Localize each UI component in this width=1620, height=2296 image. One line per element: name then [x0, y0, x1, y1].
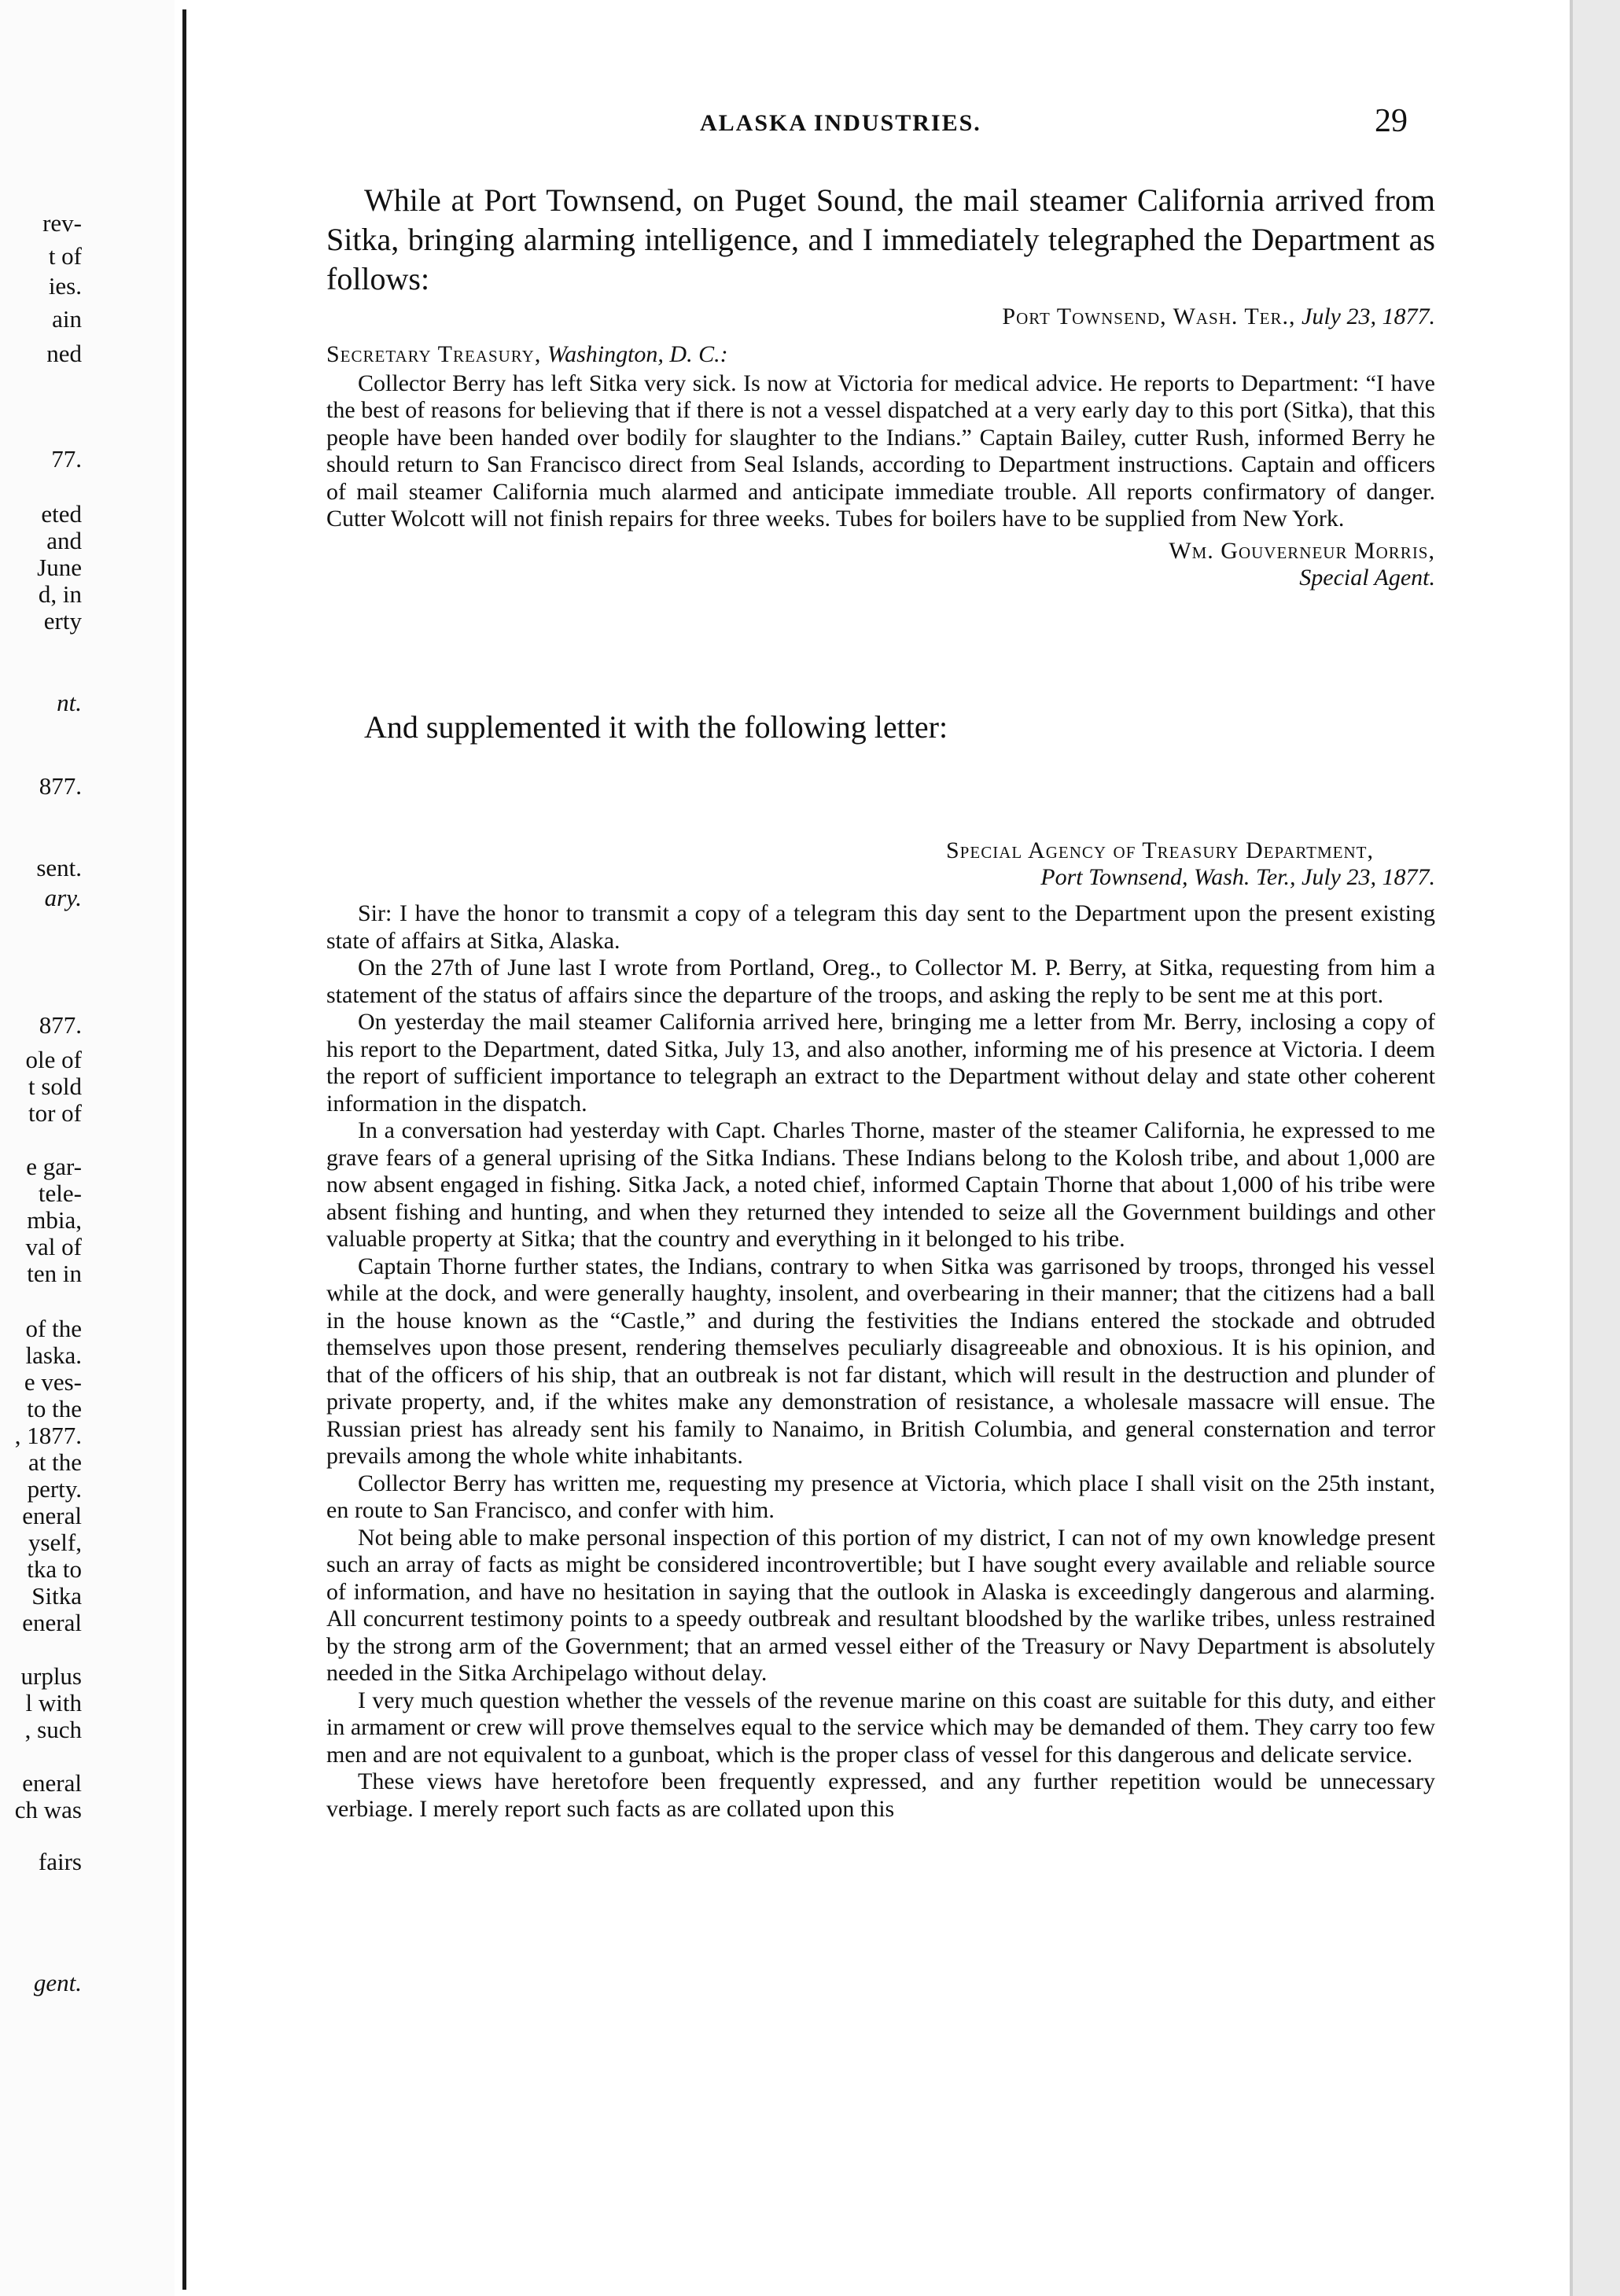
previous-page-fragment: yself, — [28, 1529, 82, 1556]
previous-page-fragment: tele- — [38, 1179, 82, 1207]
letter-paragraph: Collector Berry has written me, requesting my presence at Victoria, which place I shall visit on the 25th instant, en route to San Francisco, and confer with him. — [326, 1470, 1435, 1523]
previous-page-fragment: June — [37, 554, 82, 581]
previous-page-fragment: , 1877. — [14, 1422, 82, 1449]
telegram-date: July 23, 1877. — [1302, 304, 1435, 329]
addressee-title: Secretary Treasury, — [326, 341, 542, 367]
letter-paragraph: On yesterday the mail steamer California arrived here, bringing me a letter from Mr. Berry, inclosing a copy of his report to the Department, dated Sitka, July 13, and also another, informing me of his presence at Victoria. I deem the report of sufficient importance to telegraph an extract to the Department without delay and state other coherent information in the dispatch. — [326, 1009, 1435, 1117]
previous-page-fragment: ain — [52, 305, 82, 333]
signature-title: Special Agent. — [1299, 564, 1435, 591]
letter-paragraph: Not being able to make personal inspection of this portion of my district, I can not of my own knowledge present such an array of facts as might be considered incontrovertible; but I have sought every available and reliable source of information, and have no hesitation in saying that the outlook in Alaska is exceedingly dangerous and alarming. All concurrent testimony points to a speedy outbreak and resultant bloodshed by the warlike tribes, unless restrained by the strong arm of the Government; that an armed vessel either of the Treasury or Navy Department is absolutely needed in the Sitka Archipelago without delay. — [326, 1524, 1435, 1686]
previous-page-fragment: d, in — [38, 580, 82, 608]
letter-paragraph: In a conversation had yesterday with Capt. Charles Thorne, master of the steamer California, he expressed to me grave fears of a general uprising of the Sitka Indians. These Indians belong to the Kolosh tribe, and about 1,000 are now absent engaged in fishing. Sitka Jack, a noted chief, informed Captain Thorne that about 1,000 of his tribe were absent fishing and hunting, and when they returned they intended to seize all the Government buildings and other valuable property at Sitka; that the country and everything in it belonged to his tribe. — [326, 1117, 1435, 1252]
scan-border — [1573, 0, 1620, 2296]
letter-paragraph: I very much question whether the vessels of the revenue marine on this coast are suitable for this duty, and either in armament or crew will prove themselves equal to the service which may be demanded of them. They carry too few men and are not equivalent to a gunboat, which is the proper class of vessel for this dangerous and delicate service. — [326, 1687, 1435, 1768]
previous-page-fragment: 877. — [39, 772, 82, 800]
previous-page-fragment: rev- — [42, 209, 82, 237]
letter-heading — [326, 837, 1435, 891]
previous-page-fragment: eted — [41, 500, 82, 528]
letter — [326, 837, 1435, 1823]
telegram-dateline — [326, 304, 1435, 330]
previous-page-fragment: e ves- — [24, 1368, 82, 1396]
page-number: 29 — [1375, 103, 1408, 139]
previous-page-fragment: sent. — [36, 854, 82, 881]
previous-page-fragment: ned — [46, 340, 82, 367]
previous-page-fragment: e gar- — [26, 1153, 82, 1180]
letter-body — [326, 900, 1435, 1823]
binding-gutter — [182, 9, 186, 2290]
previous-page-fragment: eneral — [22, 1609, 82, 1636]
previous-page-fragments — [0, 0, 175, 2296]
previous-page-fragment: eneral — [22, 1502, 82, 1529]
previous-page-fragment: and — [46, 527, 82, 554]
previous-page-fragment: gent. — [33, 1969, 82, 1996]
telegram-signature — [326, 538, 1435, 591]
page-header — [0, 103, 1620, 149]
previous-page-fragment: nt. — [57, 689, 82, 716]
telegram-body: Collector Berry has left Sitka very sick. Is now at Victoria for medical advice. He reports to Department: “I have the best of reasons for believing that if there is not a vessel dispatched at a very early day to this port (Sitka), that this people have been handed over bodily for slaughter to the Indians.” Captain Bailey, cutter Rush, informed Berry he should return to San Francisco direct from Seal Islands, according to Department instructions. Captain and officers of mail steamer California much alarmed and anticipate immediate trouble. All reports confirmatory of danger. Cutter Wolcott will not finish repairs for three weeks. Tubes for boilers have to be supplied from New York. — [326, 370, 1435, 532]
previous-page-fragment: erty — [43, 607, 82, 635]
previous-page-fragment: ch was — [14, 1796, 82, 1823]
letter-dateline: Port Townsend, Wash. Ter., July 23, 1877. — [1040, 864, 1435, 890]
addressee-place: Washington, D. C.: — [547, 341, 728, 367]
previous-page-fragment: 877. — [39, 1011, 82, 1039]
previous-page-fragment: ary. — [44, 884, 82, 911]
previous-page-fragment: perty. — [27, 1475, 82, 1503]
previous-page-fragment: ten in — [27, 1260, 82, 1287]
previous-page-fragment: ole of — [25, 1046, 82, 1073]
signature-name: Wm. Gouverneur Morris, — [1169, 537, 1435, 564]
letter-paragraph: On the 27th of June last I wrote from Portland, Oreg., to Collector M. P. Berry, at Sitka, requesting from him a statement of the status of affairs since the departure of the troops, and asking the reply to be sent me at this port. — [326, 955, 1435, 1008]
letter-paragraph: Captain Thorne further states, the Indians, contrary to when Sitka was garrisoned by troops, thronged his vessel while at the dock, and were generally haughty, insolent, and overbearing in their manner; that the citizens had a ball in the house known as the “Castle,” and during the festivities the Indians entered the stockade and obtruded themselves upon those present, rendering themselves peculiarly disagreeable and obnoxious. It is his opinion, and that of the officers of his ship, that an outbreak is not far distant, which will result in the destruction and plunder of private property, and, if the whites make any demonstration of resistance, a wholesale massacre will ensue. The Russian priest has already sent his family to Nanaimo, in British Columbia, and general consternation and terror prevails among the whole white inhabitants. — [326, 1253, 1435, 1469]
previous-page-fragment: fairs — [38, 1848, 82, 1875]
previous-page-fragment: t of — [48, 242, 82, 270]
previous-page-fragment: l with — [25, 1689, 82, 1716]
previous-page-fragment: ies. — [48, 272, 82, 300]
previous-page-fragment: at the — [28, 1448, 82, 1476]
running-head: ALASKA INDUSTRIES. — [700, 110, 981, 136]
transition-line: And supplemented it with the following letter: — [364, 709, 948, 745]
intro-paragraph: While at Port Townsend, on Puget Sound, the mail steamer California arrived from Sitka, bringing alarming intelligence, and I immediately telegraphed the Department as follows: — [326, 182, 1435, 296]
previous-page-fragment: to the — [27, 1395, 82, 1422]
letter-paragraph: These views have heretofore been frequently expressed, and any further repetition would be unnecessary verbiage. I merely report such facts as are collated upon this — [326, 1768, 1435, 1822]
previous-page-fragment: of the — [25, 1315, 82, 1342]
previous-page-fragment: mbia, — [27, 1206, 82, 1234]
previous-page-fragment: t sold — [28, 1073, 82, 1100]
previous-page-fragment: tor of — [28, 1099, 82, 1127]
previous-page-fragment: eneral — [22, 1769, 82, 1797]
previous-page-fragment: tka to — [27, 1555, 82, 1583]
letter-office: Special Agency of Treasury Department, — [946, 837, 1374, 863]
previous-page-fragment: , such — [24, 1716, 82, 1743]
letter-paragraph: Sir: I have the honor to transmit a copy of a telegram this day sent to the Department upon the present existing state of affairs at Sitka, Alaska. — [326, 900, 1435, 954]
previous-page-fragment: urplus — [20, 1662, 82, 1690]
previous-page-fragment: laska. — [25, 1341, 82, 1369]
previous-page-fragment: Sitka — [31, 1582, 82, 1610]
previous-page-fragment: 77. — [51, 445, 82, 473]
telegram-place: Port Townsend, Wash. Ter., — [1002, 304, 1296, 329]
telegram-addressee — [326, 341, 1435, 369]
previous-page-fragment: val of — [25, 1233, 82, 1260]
telegram — [326, 304, 1435, 591]
